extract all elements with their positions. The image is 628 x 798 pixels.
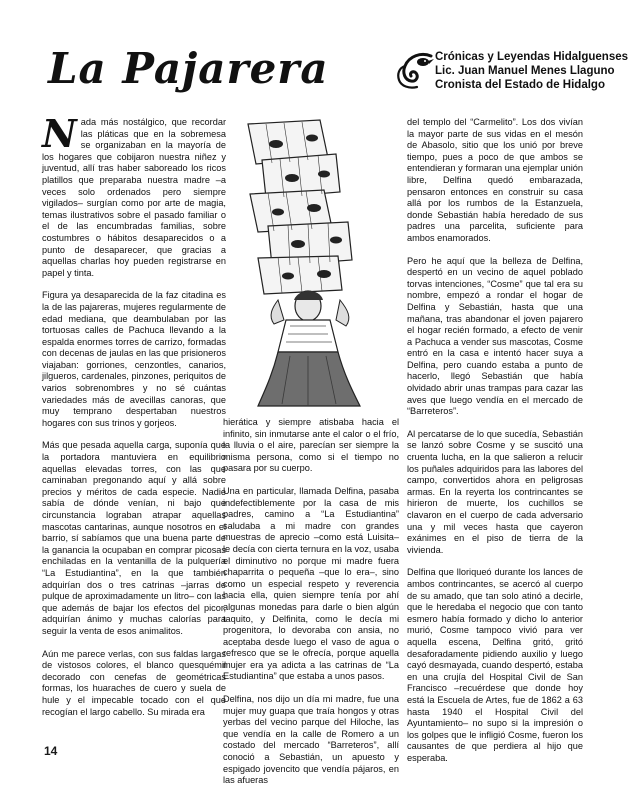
text-column-left [42, 111, 226, 729]
paragraph: Aún me parece verlas, con sus faldas largas de vistosos colores, el blanco quesquémil decorado con cenefas de geométricas formas, los huaraches de cuero y suela de hule y el impecable tocado con el que recogían el largo cabello. Su mirada era [42, 648, 226, 717]
paragraph-text: ada más nostálgico, que recordar las pláticas que en la sobremesa se organizaban en la mayoría de los hogares que cobijaron nuestra niñez y juventud, allí tras haber saboreado los ricos platillos que preparaba nuestra madre –a veces solo ordenados pero siempre vigilados– surgían como por arte de magia, temas ilustrativos sobre el pasado familiar o el de las encumbradas familias, sobre costumbres o hábitos desaparecidos o a punto de desaparecer, que gracias a aquellas charlas hoy pueden registrarse en papel y tinta. [42, 117, 226, 278]
text-column-right [407, 117, 583, 775]
author-name: Lic. Juan Manuel Menes Llaguno [435, 65, 615, 77]
bird-scroll-icon [395, 50, 437, 92]
paragraph: hierática y siempre atisbaba hacia el infinito, sin inmutarse ante el calor o el frío, la lluvia o el aire, parecían ser siempre la misma persona, como si el tiempo no pasara por su cuerpo. [223, 417, 399, 474]
author-role: Cronista del Estado de Hidalgo [435, 79, 605, 91]
paragraph: del templo del “Carmelito”. Los dos vivían la mayor parte de sus vidas en el mesón de Abasolo, sitio que los unió por breve tiempo, pues a poco de que ambos se entendieran y formaran una ejemplar unión libre, Delfina quedó embarazada, pensaron entonces en construir su casa allá por los rumbos de la Estanzuela, donde Sebastián había heredado de sus padres una parcelita, suficiente para ambos enamorados. [407, 117, 583, 243]
woman-carrying-birdcages-illustration [228, 120, 394, 410]
paragraph: Una en particular, llamada Delfina, pasaba indefectiblemente por la casa de mis padres, camino a “La Estudiantina” saludaba a mi madre con grandes muestras de aprecio –como está Luisita– le decía con cierta ternura en la voz, usaba el diminutivo no porque mi madre fuera chaparrita o pequeña –que lo era–, sino como un especial respeto y reverencia hacia ella, quien siempre tenía por ahí algunas monedas para darle o bien algún taquito, y Delfinita, como le decía mi progenitora, lo devoraba con ansia, no aceptaba desde luego el vaso de agua o refresco que se le ofrecía, porque aquella mujer era ya adicta a las catrinas de “La Estudiantina” que estaba a unos pasos. [223, 485, 399, 682]
paragraph: Al percatarse de lo que sucedía, Sebastián se lanzó sobre Cosme y se suscitó una cruenta lucha, en la que salieron a relucir los puñales adquiridos para las labores del campo, convertidos ahora en peligrosas armas. En la reyerta los contrincantes se hirieron de muerte, los cuchillos se clavaron en el cuerpo de cada adversario una y mil veces hasta que cayeron exánimes en el piso de tierra de la vivienda. [407, 428, 583, 555]
paragraph: Figura ya desaparecida de la faz citadina es la de las pajareras, mujeres regularmente de edad mediana, que deambulaban por las tortuosas calles de Pachuca llevando a la espalda enormes torres de carrizo, formadas con decenas de jaulas en las que prisioneros viajaban: gorriones, cenzontles, canarios, jilgueros, cardenales, pinzones, periquitos de varios sobrenombres y no sé cuántas variedades más de avecillas canoras, que muy temprano despertaban nuestros hogares con sus trinos y gorjeos. [42, 290, 226, 428]
paragraph: Pero he aquí que la belleza de Delfina, despertó en un vecino de aquel poblado torvas intenciones, “Cosme” que tal era su nombre, empezó a rondar el hogar de Delfina y Sebastián, hasta que una mañana, tras abandonar el joven pajarero el hogar recién formado, a efecto de venir a Pachuca a vender sus mascotas, Cosme entró en la casa e intentó hacer suya a Delfina, pero cuando estaba a punto de hacerlo, llegó Sebastián que había olvidado abrir unas trampas para cazar las aves que luego vendía en el mercado de “Barreteros”. [407, 255, 583, 417]
series-name: Crónicas y Leyendas Hidalguenses [435, 51, 628, 63]
paragraph: Delfina, nos dijo un día mi madre, fue una mujer muy guapa que traía hongos y otras yerbas del vecino parque del Hiloche, las que vendía en la calle de Romero a un costado del mercado “Barreteros”, allí conoció a Sebastián, un apuesto y espigado jovencito que vendía pájaros, en las afueras [223, 694, 399, 786]
drop-cap: N [42, 111, 77, 156]
series-header [395, 50, 628, 110]
paragraph [42, 111, 226, 279]
paragraph: Más que pesada aquella carga, suponía que la portadora mantuviera en equilibrio aquellas elevadas torres, con las que caminaban pregonando aquí y allá sobre precios y méritos de cada especie. Nadie sabía de dónde venían, ni bajo que circunstancia lograban atrapar aquellas mascotas cantarinas, aunque nosotros en el barrio, sí sabíamos que una buena parte de la ganancia la ocupaban en comprar picosas enchiladas en la ventanilla de la pulquería “La Estudiantina”, en la que también adquirían dos o tres catrinas –jarras de pulque de aproximadamente un litro– con las que además de bajar los efectos del picor, adquirían ánimo y muchas calorías para seguir la venta de esos animalitos. [42, 440, 226, 636]
paragraph: Delfina que lloriqueó durante los lances de ambos contrincantes, se acercó al cuerpo de su amado, que tan solo atinó a decirle, que le heredaba el negocio que con tanto esmero había formado y dicho lo anterior murió, Cosme tampoco vivió para ver aquella escena, Delfina gritó, gritó desaforadamente pidiendo auxilio y luego cayó desmayada, cuando despertó, estaba en una crujía del Hospital Civil de San Francisco –recuérdese que donde hoy está la Escuela de Artes, fue de 1862 a 63 hasta 1940 el Hospital Civil del Ayuntamiento– no supo si la impresión o los golpes que le infligió Cosme, fueron los causantes de que perdiera al hijo que esperaba. [407, 567, 583, 763]
text-column-middle [223, 417, 399, 798]
page-number: 14 [44, 744, 58, 758]
article-title: La Pajarera [48, 44, 329, 93]
